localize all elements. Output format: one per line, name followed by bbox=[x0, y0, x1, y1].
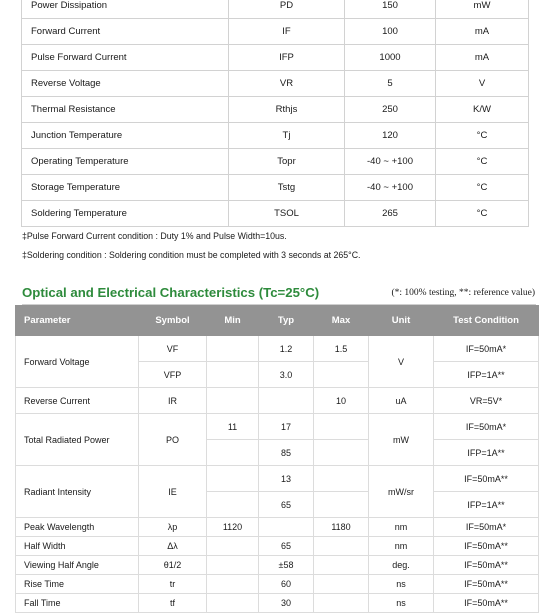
cell-value: 150 bbox=[345, 0, 436, 19]
cell-parameter: Total Radiated Power bbox=[16, 414, 139, 466]
cell-max bbox=[314, 594, 369, 613]
cell-parameter: Pulse Forward Current bbox=[22, 45, 229, 71]
cell-parameter: Storage Temperature bbox=[22, 175, 229, 201]
cell-symbol: VFP bbox=[139, 362, 207, 388]
cell-symbol: PO bbox=[139, 414, 207, 466]
cell-condition: IFP=1A** bbox=[434, 362, 539, 388]
table-row bbox=[16, 594, 539, 613]
cell-symbol: θ1/2 bbox=[139, 556, 207, 575]
cell-parameter: Soldering Temperature bbox=[22, 201, 229, 227]
cell-typ: 17 bbox=[259, 414, 314, 440]
cell-unit: uA bbox=[369, 388, 434, 414]
cell-parameter: Radiant Intensity bbox=[16, 466, 139, 518]
section-heading bbox=[22, 284, 536, 305]
table-header-row bbox=[16, 306, 539, 336]
cell-condition: IFP=1A** bbox=[434, 440, 539, 466]
cell-unit: mA bbox=[436, 45, 529, 71]
cell-symbol: TSOL bbox=[229, 201, 345, 227]
cell-condition: IF=50mA** bbox=[434, 575, 539, 594]
cell-parameter: Peak Wavelength bbox=[16, 518, 139, 537]
note-pulse-forward-current: ‡Pulse Forward Current condition : Duty 1% and Pulse Width=10us. bbox=[22, 231, 287, 241]
cell-unit: mW/sr bbox=[369, 466, 434, 518]
cell-symbol: tf bbox=[139, 594, 207, 613]
cell-typ bbox=[259, 518, 314, 537]
header-max: Max bbox=[314, 306, 369, 336]
cell-min: 1120 bbox=[207, 518, 259, 537]
header-min: Min bbox=[207, 306, 259, 336]
cell-symbol: IFP bbox=[229, 45, 345, 71]
header-symbol: Symbol bbox=[139, 306, 207, 336]
table-row bbox=[22, 71, 529, 97]
cell-value: 100 bbox=[345, 19, 436, 45]
cell-unit: ns bbox=[369, 575, 434, 594]
section-title: Optical and Electrical Characteristics (Tc=25°C) bbox=[22, 285, 320, 300]
cell-min bbox=[207, 388, 259, 414]
table-row bbox=[22, 19, 529, 45]
cell-value: -40 ~ +100 bbox=[345, 175, 436, 201]
table-row bbox=[22, 201, 529, 227]
cell-min bbox=[207, 362, 259, 388]
table-row bbox=[16, 414, 539, 440]
cell-value: 1000 bbox=[345, 45, 436, 71]
cell-symbol: VR bbox=[229, 71, 345, 97]
cell-unit: °C bbox=[436, 175, 529, 201]
cell-value: 265 bbox=[345, 201, 436, 227]
table-row bbox=[22, 175, 529, 201]
cell-min bbox=[207, 466, 259, 492]
table-row bbox=[22, 123, 529, 149]
table-row bbox=[16, 388, 539, 414]
cell-value: 5 bbox=[345, 71, 436, 97]
cell-max bbox=[314, 556, 369, 575]
cell-symbol: λp bbox=[139, 518, 207, 537]
cell-condition: IF=50mA** bbox=[434, 556, 539, 575]
cell-parameter: Forward Voltage bbox=[16, 336, 139, 388]
cell-parameter: Reverse Current bbox=[16, 388, 139, 414]
cell-symbol: Tj bbox=[229, 123, 345, 149]
cell-parameter: Fall Time bbox=[16, 594, 139, 613]
cell-symbol: IF bbox=[229, 19, 345, 45]
ratings-notes bbox=[22, 227, 361, 265]
cell-min bbox=[207, 575, 259, 594]
cell-parameter: Power Dissipation bbox=[22, 0, 229, 19]
cell-max bbox=[314, 466, 369, 492]
cell-symbol: VF bbox=[139, 336, 207, 362]
cell-max bbox=[314, 362, 369, 388]
cell-parameter: Rise Time bbox=[16, 575, 139, 594]
cell-unit: °C bbox=[436, 201, 529, 227]
header-test-condition: Test Condition bbox=[434, 306, 539, 336]
cell-typ bbox=[259, 388, 314, 414]
cell-condition: IF=50mA** bbox=[434, 466, 539, 492]
cell-unit: nm bbox=[369, 537, 434, 556]
cell-value: -40 ~ +100 bbox=[345, 149, 436, 175]
cell-typ: 85 bbox=[259, 440, 314, 466]
cell-symbol: IR bbox=[139, 388, 207, 414]
cell-max: 1.5 bbox=[314, 336, 369, 362]
cell-typ: 1.2 bbox=[259, 336, 314, 362]
table-row bbox=[16, 518, 539, 537]
cell-condition: IF=50mA* bbox=[434, 414, 539, 440]
cell-min bbox=[207, 537, 259, 556]
cell-value: 120 bbox=[345, 123, 436, 149]
cell-unit: V bbox=[369, 336, 434, 388]
cell-min bbox=[207, 492, 259, 518]
cell-max: 10 bbox=[314, 388, 369, 414]
header-unit: Unit bbox=[369, 306, 434, 336]
header-parameter: Parameter bbox=[16, 306, 139, 336]
cell-parameter: Half Width bbox=[16, 537, 139, 556]
cell-unit: deg. bbox=[369, 556, 434, 575]
cell-condition: IF=50mA* bbox=[434, 518, 539, 537]
cell-max bbox=[314, 537, 369, 556]
section-note: (*: 100% testing, **: reference value) bbox=[391, 288, 535, 298]
cell-min: 11 bbox=[207, 414, 259, 440]
cell-max: 1180 bbox=[314, 518, 369, 537]
table-row bbox=[16, 575, 539, 594]
cell-symbol: Δλ bbox=[139, 537, 207, 556]
characteristics-table bbox=[15, 305, 538, 613]
cell-max bbox=[314, 575, 369, 594]
cell-min bbox=[207, 336, 259, 362]
table-row bbox=[16, 556, 539, 575]
cell-unit: mW bbox=[369, 414, 434, 466]
cell-max bbox=[314, 492, 369, 518]
table-row bbox=[22, 97, 529, 123]
table-row bbox=[16, 336, 539, 362]
cell-parameter: Thermal Resistance bbox=[22, 97, 229, 123]
table-row bbox=[16, 537, 539, 556]
cell-symbol: PD bbox=[229, 0, 345, 19]
cell-parameter: Forward Current bbox=[22, 19, 229, 45]
cell-unit: °C bbox=[436, 149, 529, 175]
header-typ: Typ bbox=[259, 306, 314, 336]
table-row bbox=[22, 0, 529, 19]
cell-condition: IF=50mA** bbox=[434, 594, 539, 613]
cell-typ: 13 bbox=[259, 466, 314, 492]
cell-typ: 60 bbox=[259, 575, 314, 594]
cell-min bbox=[207, 594, 259, 613]
table-row bbox=[22, 45, 529, 71]
cell-condition: IF=50mA* bbox=[434, 336, 539, 362]
note-soldering-condition: ‡Soldering condition : Soldering condition must be completed with 3 seconds at 265°C. bbox=[22, 250, 361, 260]
cell-value: 250 bbox=[345, 97, 436, 123]
cell-unit: mW bbox=[436, 0, 529, 19]
cell-parameter: Junction Temperature bbox=[22, 123, 229, 149]
cell-min bbox=[207, 440, 259, 466]
cell-max bbox=[314, 440, 369, 466]
cell-max bbox=[314, 414, 369, 440]
cell-typ: ±58 bbox=[259, 556, 314, 575]
cell-condition: IF=50mA** bbox=[434, 537, 539, 556]
cell-unit: V bbox=[436, 71, 529, 97]
cell-symbol: IE bbox=[139, 466, 207, 518]
cell-unit: K/W bbox=[436, 97, 529, 123]
cell-unit: nm bbox=[369, 518, 434, 537]
cell-typ: 65 bbox=[259, 537, 314, 556]
table-row bbox=[22, 149, 529, 175]
cell-symbol: tr bbox=[139, 575, 207, 594]
cell-min bbox=[207, 556, 259, 575]
cell-parameter: Viewing Half Angle bbox=[16, 556, 139, 575]
cell-unit: mA bbox=[436, 19, 529, 45]
cell-symbol: Topr bbox=[229, 149, 345, 175]
absolute-ratings-table bbox=[21, 0, 528, 227]
cell-typ: 3.0 bbox=[259, 362, 314, 388]
cell-symbol: Rthjs bbox=[229, 97, 345, 123]
cell-condition: IFP=1A** bbox=[434, 492, 539, 518]
cell-typ: 65 bbox=[259, 492, 314, 518]
cell-unit: °C bbox=[436, 123, 529, 149]
cell-condition: VR=5V* bbox=[434, 388, 539, 414]
cell-typ: 30 bbox=[259, 594, 314, 613]
cell-parameter: Reverse Voltage bbox=[22, 71, 229, 97]
cell-symbol: Tstg bbox=[229, 175, 345, 201]
cell-parameter: Operating Temperature bbox=[22, 149, 229, 175]
cell-unit: ns bbox=[369, 594, 434, 613]
table-row bbox=[16, 466, 539, 492]
